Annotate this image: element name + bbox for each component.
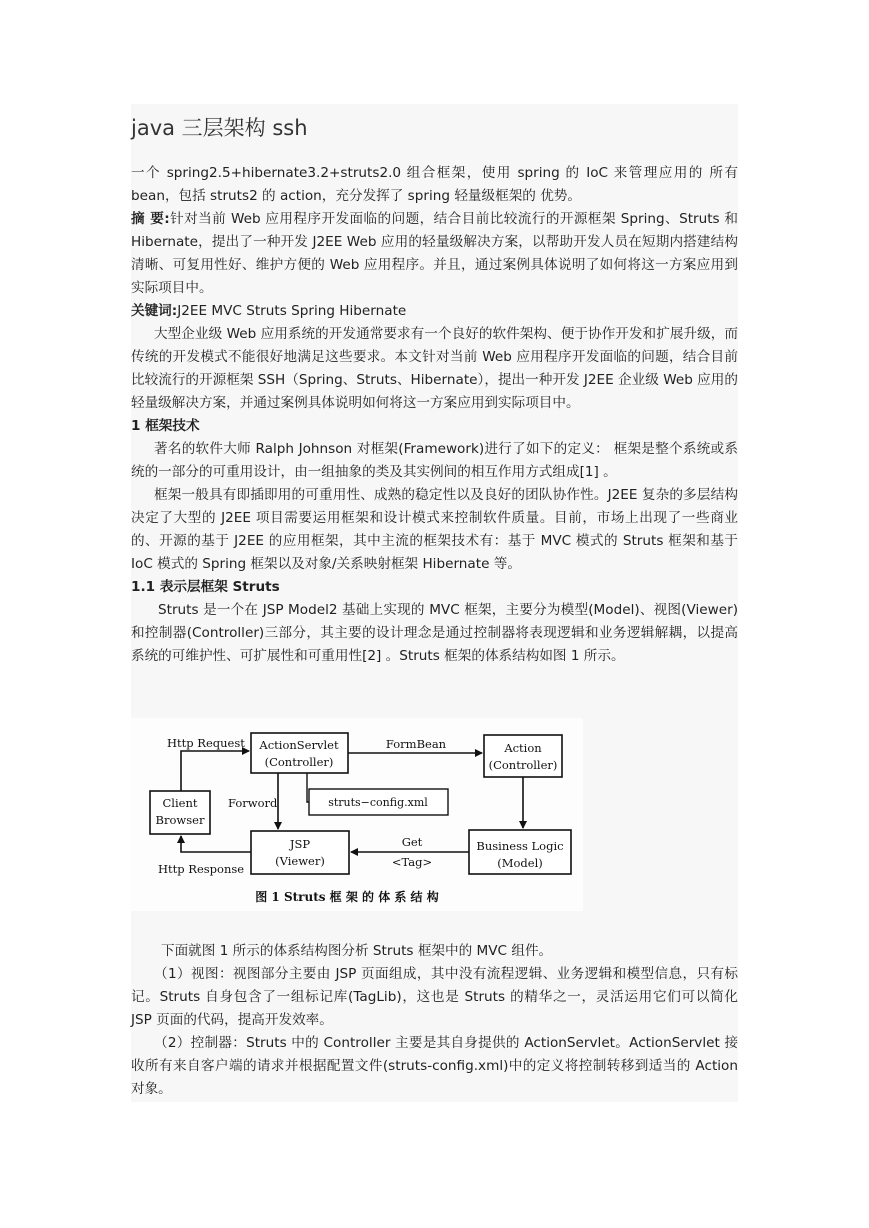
action-label: Action (504, 741, 542, 755)
tag-label: <Tag> (391, 855, 433, 869)
section-heading-1-1: 1.1 表示层框架 Struts (131, 579, 280, 595)
http-request-arrow (181, 751, 249, 791)
abstract-text: 针对当前 Web 应用程序开发面临的问题，结合目前比较流行的开源框架 Spring、Struts 和 Hibernate，提出了一种开发 J2EE Web 应用的轻量级解决方案，以帮助开发人员在短期内搭建结构清晰、可复用性好、维护方便的 Web 应用程序。并且，通过案例具体说明了如何将这一方案应用到实际项目中。 (131, 211, 738, 296)
keywords-paragraph (131, 300, 738, 323)
body-paragraph-2: 著名的软件大师 Ralph Johnson 对框架(Framework)进行了如下的定义： 框架是整个系统或系统的一部分的可重用设计，由一组抽象的类及其实例间的相互作用方式组成[1] 。 (131, 441, 738, 480)
body-paragraph-6: （1）视图：视图部分主要由 JSP 页面组成，其中没有流程逻辑、业务逻辑和模型信息，只有标记。Struts 自身包含了一组标记库(TagLib)，这也是 Struts 的精华之一，灵活运用它们可以简化 JSP 页面的代码，提高开发效率。 (131, 966, 738, 1028)
model-label: (Model) (497, 856, 543, 870)
page-title: java 三层架构 ssh (131, 116, 308, 140)
client-label: Client (162, 796, 198, 810)
get-label: Get (401, 835, 423, 849)
jsp-label: JSP (289, 837, 311, 851)
intro-paragraph: 一个 spring2.5+hibernate3.2+struts2.0 组合框架，使用 spring 的 IoC 来管理应用的 所有 bean，包括 struts2 的 action，充分发挥了 spring 轻量级框架的 优势。 (131, 165, 738, 204)
abstract-paragraph (131, 208, 738, 300)
body-paragraph-5: 下面就图 1 所示的体系结构图分析 Struts 框架中的 MVC 组件。 (161, 943, 553, 959)
struts-architecture-figure (131, 718, 583, 911)
body-paragraph-3: 框架一般具有即插即用的可重用性、成熟的稳定性以及良好的团队协作性。J2EE 复杂的多层结构决定了大型的 J2EE 项目需要运用框架和设计模式来控制软件质量。目前，市场上出现了一些商业的、开源的基于 J2EE 的应用框架，其中主流的框架技术有：基于 MVC 模式的 Struts 框架和基于 IoC 模式的 Spring 框架以及对象/关系映射框架 Hibernate 等。 (131, 487, 738, 572)
http-request-label: Http Request (167, 736, 245, 750)
action-servlet-label: ActionServlet (259, 738, 339, 752)
browser-label: Browser (155, 813, 205, 827)
abstract-label: 摘 要: (131, 211, 170, 227)
action-controller-label: (Controller) (488, 758, 558, 772)
body-paragraph-7: （2）控制器：Struts 中的 Controller 主要是其自身提供的 ActionServlet。ActionServlet 接收所有来自客户端的请求并根据配置文件(struts-config.xml)中的定义将控制转移到适当的 Action 对象。 (131, 1035, 738, 1097)
body-paragraph-1: 大型企业级 Web 应用系统的开发通常要求有一个良好的软件架构、便于协作开发和扩展升级，而传统的开发模式不能很好地满足这些要求。本文针对当前 Web 应用程序开发面临的问题，结合目前比较流行的开源框架 SSH（Spring、Struts、Hibernate），提出一种开发 J2EE 企业级 Web 应用的轻量级解决方案，并通过案例具体说明如何将这一方案应用到实际项目中。 (131, 326, 738, 411)
forword-label: Forword (228, 796, 278, 810)
keywords-label: 关键词: (131, 303, 178, 319)
http-response-label: Http Response (158, 862, 245, 876)
figure-caption: 图 1 Struts 框 架 的 体 系 结 构 (255, 890, 439, 904)
body-paragraph-4: Struts 是一个在 JSP Model2 基础上实现的 MVC 框架，主要分为模型(Model)、视图(Viewer)和控制器(Controller)三部分，其主要的设计理念是通过控制器将表现逻辑和业务逻辑解耦，以提高系统的可维护性、可扩展性和可重用性[2] 。Struts 框架的体系结构如图 1 所示。 (131, 602, 738, 664)
intro-block (131, 162, 738, 668)
viewer-label: (Viewer) (275, 854, 325, 868)
section-heading-1: 1 框架技术 (131, 418, 200, 434)
formbean-label: FormBean (385, 737, 447, 751)
struts-config-label: struts−config.xml (328, 796, 428, 809)
action-servlet-controller-label: (Controller) (264, 755, 334, 769)
lower-block (131, 940, 738, 1101)
business-logic-label: Business Logic (476, 839, 564, 853)
architecture-diagram (131, 718, 583, 911)
http-response-arrow (181, 836, 251, 852)
keywords-text: J2EE MVC Struts Spring Hibernate (177, 303, 407, 319)
